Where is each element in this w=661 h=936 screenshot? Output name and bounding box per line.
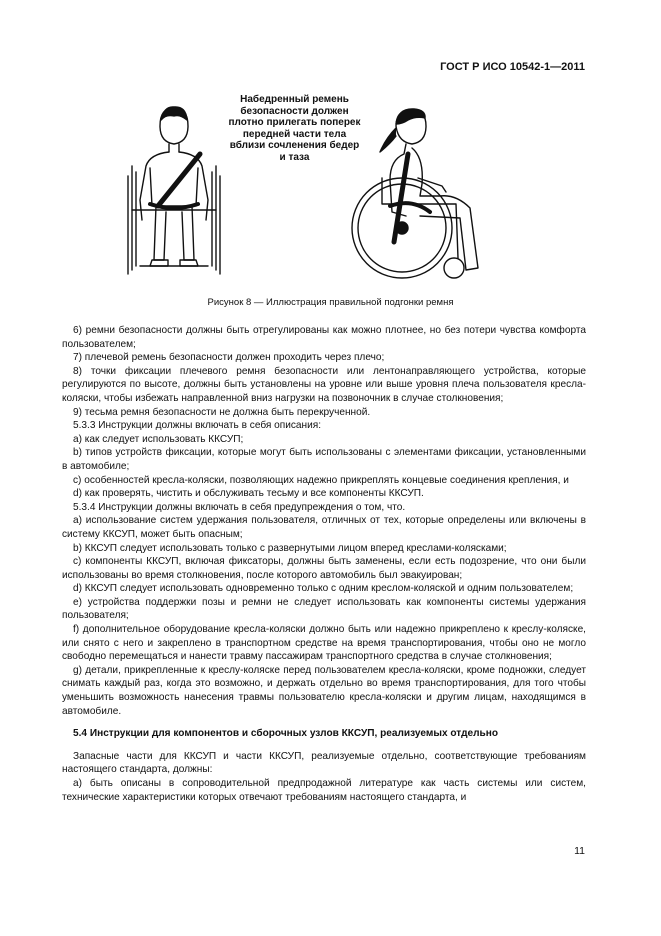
paragraph: Запасные части для ККСУП и части ККСУП, реализуемые отдельно, соответствующие требованиям настоящего стандарта, должны: bbox=[62, 750, 586, 776]
side-view-figure bbox=[352, 109, 478, 278]
paragraph: 5.3.4 Инструкции должны включать в себя предупреждения о том, что. bbox=[73, 501, 406, 513]
paragraph: 7) плечевой ремень безопасности должен проходить через плечо; bbox=[73, 352, 385, 364]
figure-caption: Рисунок 8 — Иллюстрация правильной подгонки ремня bbox=[207, 297, 454, 308]
paragraph: с) особенностей кресла-коляски, позволяющих надежно прикреплять концевые соединения крепления, и bbox=[73, 474, 569, 486]
paragraph: 6) ремни безопасности должны быть отрегулированы как можно плотнее, но без потери чувства комфорта пользователем; bbox=[62, 325, 586, 350]
paragraph: b) ККСУП следует использовать только с развернутыми лицом вперед креслами-колясками; bbox=[73, 542, 507, 554]
paragraph: d) ККСУП следует использовать одновременно только с одним креслом-коляской и одним пользователем; bbox=[73, 583, 574, 595]
paragraph: а) быть описаны в сопроводительной предпродажной литературе как часть системы или систем, технические характеристики которых отвечают требованиям настоящего стандарта, и bbox=[62, 778, 586, 803]
paragraph: 8) точки фиксации плечевого ремня безопасности или лентонаправляющего устройства, которые регулируются по высоте, должны быть установлены на уровне или выше уровня плеча пользователя кресла-коляски, чтобы избежать направленной вниз нагрузки на позвоночник в случае столкновения; bbox=[62, 365, 586, 404]
figure-callout: Набедренный ремень безопасности должен плотно прилегать поперек передней части тела вблизи сочленения бедер и таза bbox=[228, 94, 361, 163]
document-number: ГОСТ Р ИСО 10542-1—2011 bbox=[440, 61, 585, 73]
section-heading: 5.4 Инструкции для компонентов и сборочных узлов ККСУП, реализуемых отдельно bbox=[73, 728, 498, 740]
paragraph: d) как проверять, чистить и обслуживать тесьму и все компоненты ККСУП. bbox=[73, 488, 424, 500]
paragraph: f) дополнительное оборудование кресла-коляски должно быть или надежно прикреплено к креслу-коляске, или снято с него и закреплено в транспортном средстве на время транспортирования, чтобы оно не могло свободно перемещаться и нанести травму пассажирам транспортного средства в случае столкновения; bbox=[62, 624, 586, 663]
paragraph: а) использование систем удержания пользователя, отличных от тех, которые определены или включены в систему ККСУП, может быть опасным; bbox=[62, 515, 586, 540]
front-view-figure bbox=[128, 107, 220, 274]
paragraph: g) детали, прикрепленные к креслу-коляске перед пользователем кресла-коляски, кроме подножки, следует снимать каждый раз, когда это возможно, и держать отдельно во время транспортирования, для того чтобы уменьшить возможность нанесения травмы пользователю кресла-коляски и другим лицам, находящимся в автомобиле. bbox=[62, 664, 586, 717]
page-number: 11 bbox=[574, 845, 585, 857]
paragraph: е) устройства поддержки позы и ремни не следует использовать как компоненты системы удержания пользователя; bbox=[62, 596, 586, 622]
paragraph: с) компоненты ККСУП, включая фиксаторы, должны быть заменены, если есть подозрение, что они были использованы во время столкновения, после которого автомобиль был эвакуирован; bbox=[62, 556, 586, 581]
paragraph: 9) тесьма ремня безопасности не должна быть перекрученной. bbox=[73, 406, 371, 418]
paragraph: b) типов устройств фиксации, которые могут быть использованы с элементами фиксации, установленными в автомобиле; bbox=[62, 447, 586, 472]
paragraph: а) как следует использовать ККСУП; bbox=[73, 433, 244, 445]
document-body bbox=[62, 324, 586, 804]
paragraph: 5.3.3 Инструкции должны включать в себя описания: bbox=[73, 420, 322, 432]
